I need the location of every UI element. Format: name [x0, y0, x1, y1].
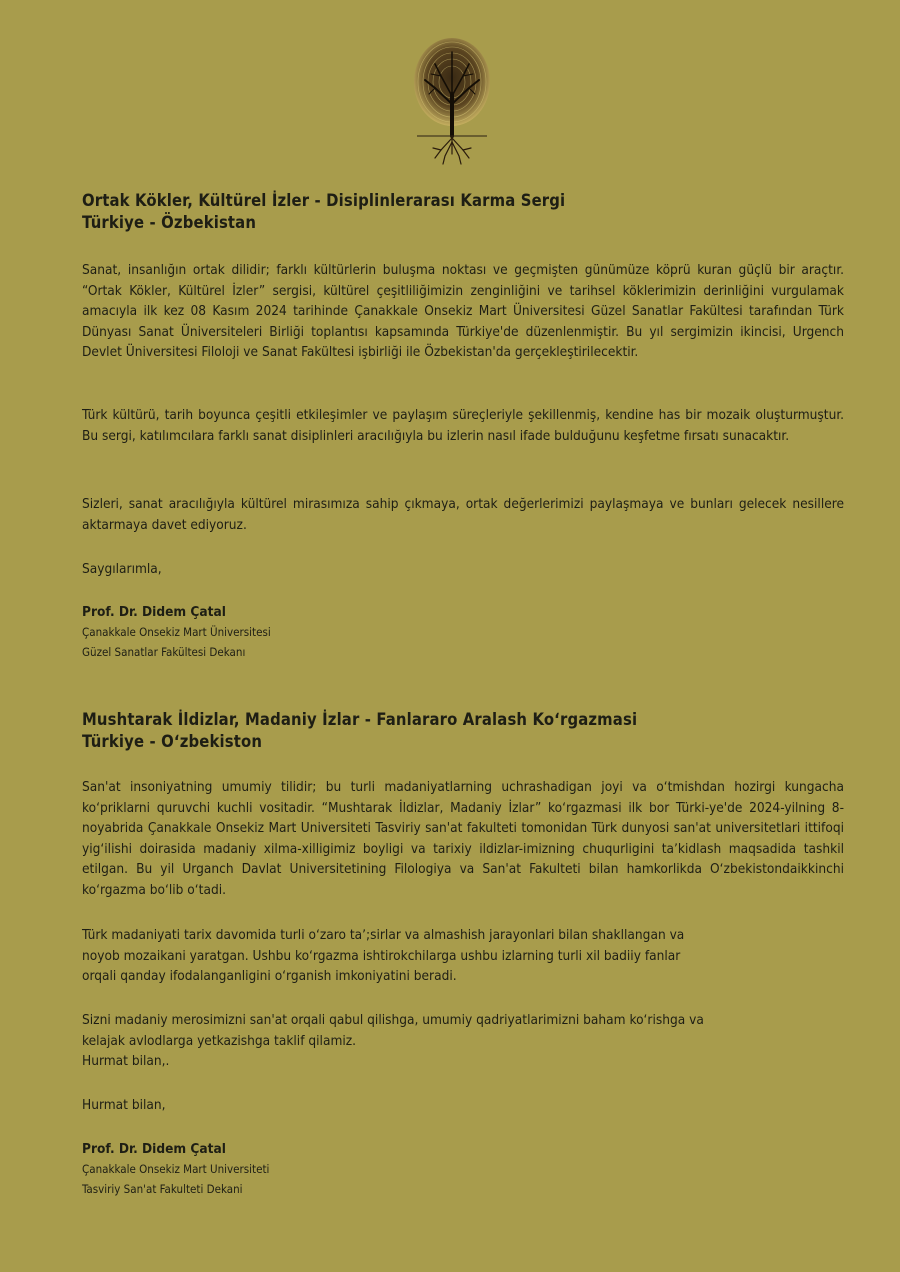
tr-title-line1: Ortak Kökler, Kültürel İzler - Disiplinlerarası Karma Sergi — [82, 191, 566, 210]
uz-paragraph-2-line2: noyob mozaikani yaratgan. Ushbu koʻrgazma ishtirokchilarga ushbu izlarning turli xil badiiy fanlar — [82, 947, 681, 964]
uz-paragraph-2 — [82, 925, 844, 987]
uz-title — [82, 709, 844, 753]
uz-signature-role: Tasviriy San'at Fakulteti Dekani — [82, 1182, 243, 1196]
tr-signature-name: Prof. Dr. Didem Çatal — [82, 604, 226, 620]
uz-paragraph-2-line1: Türk madaniyati tarix davomida turli oʻzaro taʼ;sirlar va almashish jarayonlari bilan shakllangan va — [82, 927, 685, 943]
tr-signature-university: Çanakkale Onsekiz Mart Üniversitesi — [82, 625, 271, 639]
uz-paragraph-1: San'at insoniyatning umumiy tilidir; bu turli madaniyatlarning uchrashadigan joyi va oʻtmishdan hozirgi kungacha koʻpriklarni quruvchi kuchli vositadir. “Mushtarak İldizlar, Madaniy İzlar” koʻrgazmasi ilk bor Türki-ye'de 2024-yilning 8-noyabrida Çanakkale Onsekiz Mart Universiteti Tasviriy san'at fakulteti tomonidan Türk dunyosi san'at universitetlari ittifoqi yigʻilishi doirasida madaniy xilma-xilligimiz boyligi va tarixiy ildizlar-imizning chuqurligini taʼkidlash maqsadida tashkil etilgan. Bu yil Urganch Davlat Universitetining Filologiya va San'at Fakulteti bilan hamkorlikda Oʻzbekistondaikkinchi koʻrgazma boʻlib oʻtadi. — [82, 779, 844, 898]
uz-signature — [82, 1139, 844, 1199]
tr-paragraph-1: Sanat, insanlığın ortak dilidir; farklı kültürlerin buluşma noktası ve geçmişten günümüze köprü kuran güçlü bir araçtır. “Ortak Kökler, Kültürel İzler” sergisi, kültürel çeşitliliğimizin zenginliğini ve tarihsel köklerimizin derinliğini vurgulamak amacıyla ilk kez 08 Kasım 2024 tarihinde Çanakkale Onsekiz Mart Üniversitesi Güzel Sanatlar Fakültesi tarafından Türk Dünyası Sanat Üniversiteleri Birliği toplantısı kapsamında Türkiye'de düzenlenmiştir. Bu yıl sergimizin ikincisi, Urgench Devlet Üniversitesi Filoloji ve Sanat Fakültesi işbirliği ile Özbekistan'da gerçekleştirilecektir. — [82, 262, 844, 361]
uz-paragraph-3-line2: kelajak avlodlarga yetkazishga taklif qilamiz. — [82, 1032, 357, 1049]
uz-paragraph-3 — [82, 1010, 844, 1072]
uz-signature-name: Prof. Dr. Didem Çatal — [82, 1141, 226, 1157]
tree-roots-icon — [411, 36, 493, 168]
tr-signature — [82, 602, 844, 662]
uz-paragraph-2-line3: orqali qanday ifodalanganligini oʻrganish imkoniyatini beradi. — [82, 968, 457, 985]
tr-closing: Saygılarımla, — [82, 561, 162, 577]
uz-title-line2: Türkiye - Oʻzbekiston — [82, 732, 263, 751]
uz-title-line1: Mushtarak İldizlar, Madaniy İzlar - Fanlararo Aralash Koʻrgazmasi — [82, 710, 638, 729]
tr-title-line2: Türkiye - Özbekistan — [82, 213, 257, 232]
uz-paragraph-3-line1: Sizni madaniy merosimizni san'at orqali qabul qilishga, umumiy qadriyatlarimizni baham koʻrishga va — [82, 1012, 704, 1028]
tr-paragraph-2: Türk kültürü, tarih boyunca çeşitli etkileşimler ve paylaşım süreçleriyle şekillenmiş, kendine has bir mozaik oluşturmuştur. Bu sergi, katılımcılara farklı sanat disiplinleri aracılığıyla bu izlerin nasıl ifade bulduğunu keşfetme fırsatı sunacaktır. — [82, 407, 844, 444]
tr-paragraph-3: Sizleri, sanat aracılığıyla kültürel mirasımıza sahip çıkmaya, ortak değerlerimizi paylaşmaya ve bunları gelecek nesillere aktarmaya davet ediyoruz. — [82, 496, 844, 533]
tr-title — [82, 190, 844, 234]
uz-signature-university: Çanakkale Onsekiz Mart Universiteti — [82, 1162, 270, 1176]
uz-closing: Hurmat bilan, — [82, 1097, 166, 1113]
uz-paragraph-3-line3: Hurmat bilan,. — [82, 1053, 170, 1070]
tr-signature-role: Güzel Sanatlar Fakültesi Dekanı — [82, 645, 246, 659]
tree-roots-logo — [411, 36, 493, 168]
